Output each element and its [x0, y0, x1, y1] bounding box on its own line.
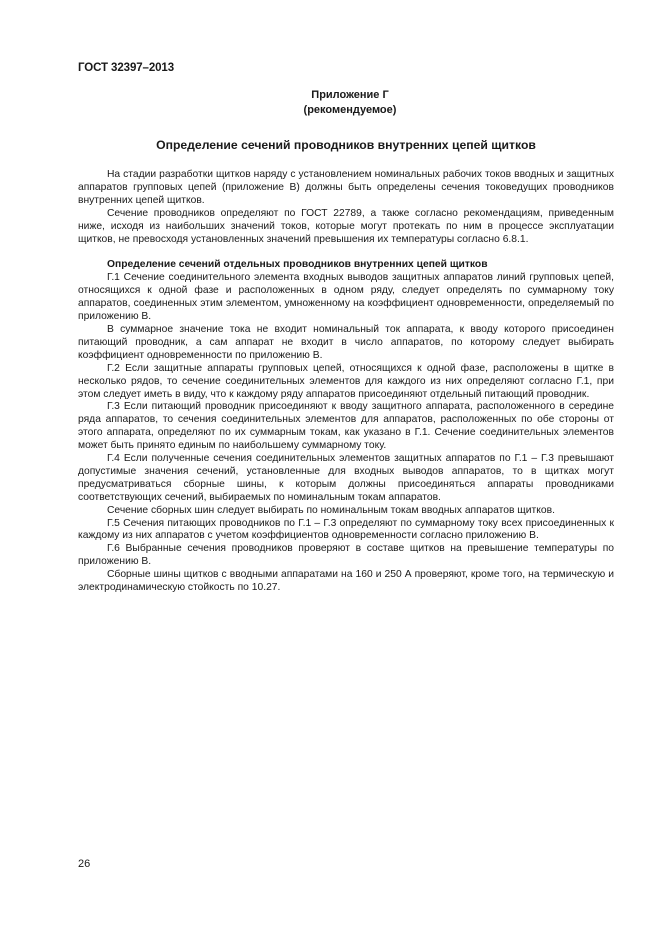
paragraph: В суммарное значение тока не входит номинальный ток аппарата, к вводу которого присоединен питающий проводник, а сам аппарат не входит в число аппаратов, по которому следует выбирать коэффициент одновременности по приложению В.: [78, 323, 614, 361]
standard-header: ГОСТ 32397–2013: [78, 62, 175, 74]
paragraph: Г.1 Сечение соединительного элемента входных выводов защитных аппаратов линий групповых цепей, относящихся к одной фазе и расположенных в одном ряду, следует определять по суммарному току аппаратов, соединенных этим элементом, умноженному на коэффициент одновременности, определяемый по приложению В.: [78, 272, 614, 323]
paragraph: Сборные шины щитков с вводными аппаратами на 160 и 250 А проверяют, кроме того, на термическую и электродинамическую стойкость по 10.27.: [78, 569, 614, 594]
section-heading: Определение сечений отдельных проводников внутренних цепей щитков: [107, 259, 488, 271]
paragraph: Г.6 Выбранные сечения проводников проверяют в составе щитков на превышение температуры по приложению В.: [78, 543, 614, 568]
paragraph: Г.2 Если защитные аппараты групповых цепей, относящихся к одной фазе, расположены в щитке в несколько рядов, то сечение соединительных элементов для каждого из них определяют согласно Г.1, при этом следует иметь в виду, что к каждому ряду аппаратов присоединяют отдельный питающий проводник.: [78, 362, 614, 400]
page-number: 26: [78, 858, 91, 870]
paragraph: На стадии разработки щитков наряду с установлением номинальных рабочих токов вводных и защитных аппаратов групповых цепей (приложение В) должны быть определены сечения токоведущих проводников внутренних цепей щитков.: [78, 169, 614, 206]
appendix-status: (рекомендуемое): [303, 104, 397, 116]
paragraph: Г.4 Если полученные сечения соединительных элементов защитных аппаратов по Г.1 – Г.3 превышают допустимые значения сечений, установленные для входных выводов аппаратов, то в щитках могут предусматриваться сборные шины, к которым должны присоединяться аппараты проводниками соответствующих сечений, выбираемых по номинальным токам аппаратов.: [78, 453, 614, 503]
paragraph: Г.5 Сечения питающих проводников по Г.1 – Г.3 определяют по суммарному току всех присоединенных к каждому из них аппаратов с учетом коэффициентов одновременности согласно приложению В.: [78, 517, 614, 542]
document-body: [78, 169, 614, 595]
paragraph: Г.3 Если питающий проводник присоединяют к вводу защитного аппарата, расположенного в середине ряда аппаратов, то сечения соединительных элементов для аппаратов, расположенных по обе стороны от этого аппарата, определяют по их суммарным токам, как указано в Г.1. Сечение соединительных элементов может быть принято единым по наибольшему суммарному току.: [78, 401, 614, 452]
paragraph: Сечение проводников определяют по ГОСТ 22789, а также согласно рекомендациям, приведенным ниже, исходя из наибольших значений токов, которые могут протекать по ним в процессе эксплуатации щитков, не превосходя установленных значений превышения их температуры согласно 6.8.1.: [78, 207, 614, 245]
appendix-heading: [250, 88, 450, 118]
paragraph: Сечение сборных шин следует выбирать по номинальным токам вводных аппаратов щитков.: [107, 504, 555, 516]
appendix-title: Приложение Г: [311, 89, 389, 101]
document-title: Определение сечений проводников внутренних цепей щитков: [156, 138, 536, 152]
